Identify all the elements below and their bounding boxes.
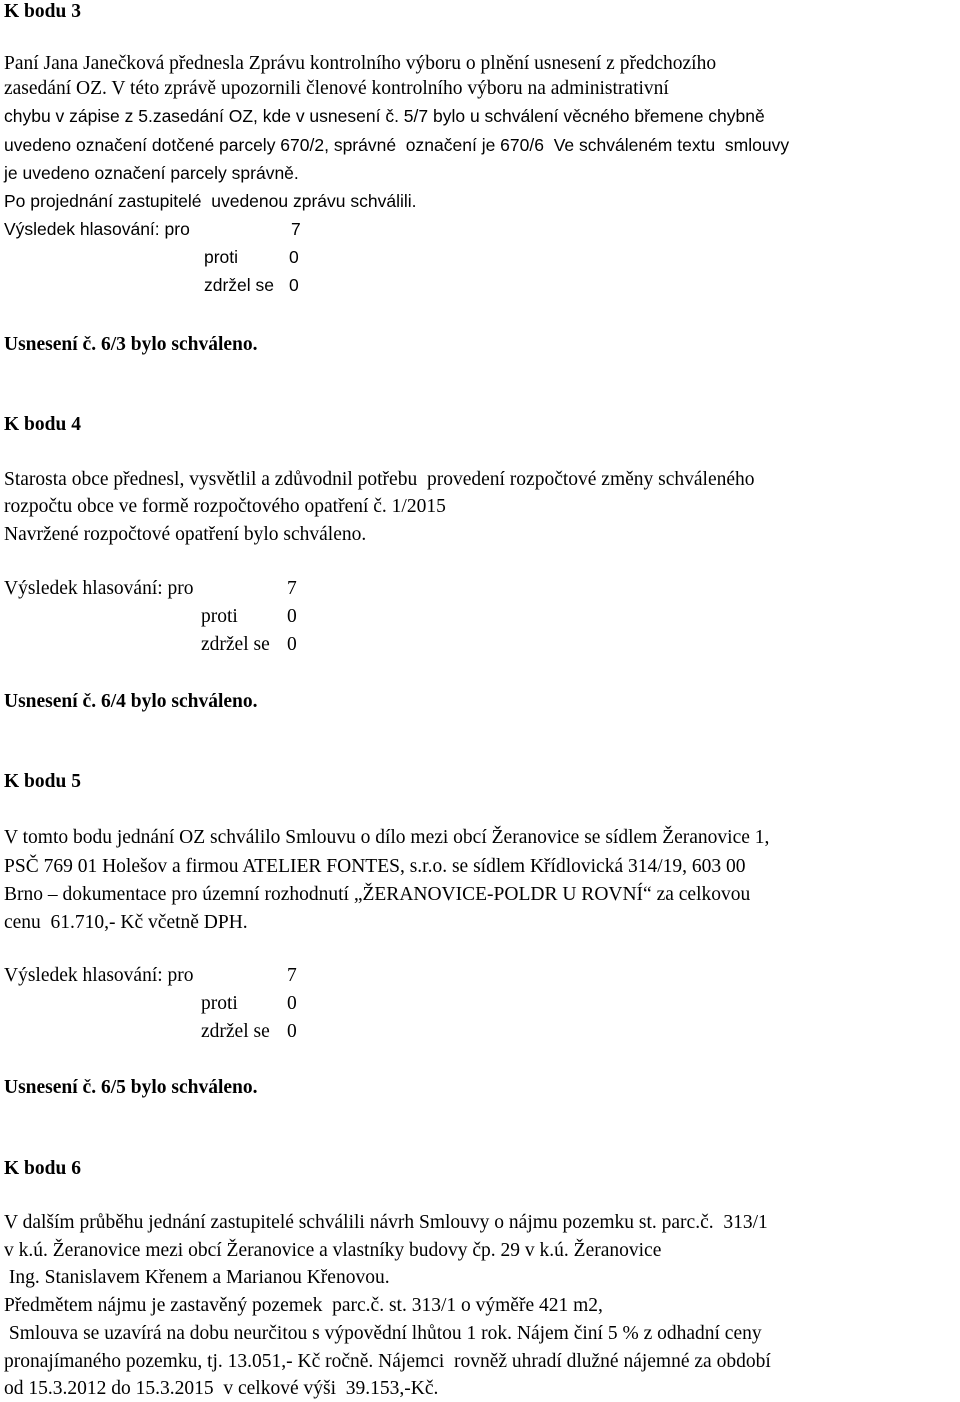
paragraph-line: Předmětem nájmu je zastavěný pozemek parc.č. st. 313/1 o výměře 421 m2, [4, 1295, 603, 1316]
vote-abstain-label: zdržel se [204, 275, 275, 295]
vote-against-label: proti [204, 247, 239, 267]
paragraph-line: je uvedeno označení parcely správně. [4, 163, 299, 183]
paragraph-line: Brno – dokumentace pro územní rozhodnutí „ŽERANOVICE-POLDR U ROVNÍ“ za celkovou [4, 884, 751, 905]
vote-label: Výsledek hlasování: pro [4, 219, 190, 239]
vote-abstain-label: zdržel se [201, 1021, 270, 1042]
vote-abstain-count: 0 [287, 1021, 297, 1042]
vote-abstain-label: zdržel se [201, 634, 270, 655]
paragraph-line: cenu 61.710,- Kč včetně DPH. [4, 912, 248, 933]
resolution: Usnesení č. 6/3 bylo schváleno. [4, 334, 258, 355]
paragraph-line: zasedání OZ. V této zprávě upozornili členové kontrolního výboru na administrativní [4, 78, 669, 99]
section-heading: K bodu 3 [4, 1, 81, 22]
section-heading: K bodu 4 [4, 414, 81, 435]
paragraph-line: chybu v zápise z 5.zasedání OZ, kde v usnesení č. 5/7 bylo u schválení věcného břemene chybně [4, 106, 765, 126]
paragraph-line: Po projednání zastupitelé uvedenou zprávu schválili. [4, 191, 417, 211]
paragraph-line: Navržené rozpočtové opatření bylo schváleno. [4, 524, 367, 545]
paragraph-line: pronajímaného pozemku, tj. 13.051,- Kč ročně. Nájemci rovněž uhradí dlužné nájemné za období [4, 1351, 771, 1372]
vote-label: Výsledek hlasování: pro [4, 965, 194, 986]
vote-against-label: proti [201, 606, 238, 627]
vote-against-label: proti [201, 993, 238, 1014]
paragraph-line: od 15.3.2012 do 15.3.2015 v celkové výši 39.153,-Kč. [4, 1378, 439, 1399]
paragraph-line: Smlouva se uzavírá na dobu neurčitou s výpovědní lhůtou 1 rok. Nájem činí 5 % z odhadní ceny [4, 1323, 762, 1344]
paragraph-line: PSČ 769 01 Holešov a firmou ATELIER FONTES, s.r.o. se sídlem Křídlovická 314/19, 603 00 [4, 856, 746, 877]
paragraph-line: V tomto bodu jednání OZ schválilo Smlouvu o dílo mezi obcí Žeranovice se sídlem Žeranovice 1, [4, 827, 770, 848]
vote-abstain-count: 0 [289, 275, 299, 295]
paragraph-line: V dalším průběhu jednání zastupitelé schválili návrh Smlouvy o nájmu pozemku st. parc.č. 313/1 [4, 1212, 768, 1233]
paragraph-line: uvedeno označení dotčené parcely 670/2, správné označení je 670/6 Ve schváleném textu smlouvy [4, 135, 790, 155]
vote-label: Výsledek hlasování: pro [4, 578, 194, 599]
paragraph-line: Paní Jana Janečková přednesla Zprávu kontrolního výboru o plnění usnesení z předchozího [4, 53, 717, 74]
resolution: Usnesení č. 6/5 bylo schváleno. [4, 1077, 258, 1098]
section-heading: K bodu 6 [4, 1158, 81, 1179]
paragraph-line: Starosta obce přednesl, vysvětlil a zdůvodnil potřebu provedení rozpočtové změny schváleného [4, 469, 755, 490]
vote-against-count: 0 [287, 993, 297, 1014]
vote-against-count: 0 [287, 606, 297, 627]
resolution: Usnesení č. 6/4 bylo schváleno. [4, 691, 258, 712]
paragraph-line: rozpočtu obce ve formě rozpočtového opatření č. 1/2015 [4, 496, 446, 517]
vote-for-count: 7 [287, 965, 297, 986]
paragraph-line: Ing. Stanislavem Křenem a Marianou Křenovou. [4, 1267, 390, 1288]
vote-against-count: 0 [289, 247, 299, 267]
vote-abstain-count: 0 [287, 634, 297, 655]
section-heading: K bodu 5 [4, 771, 81, 792]
paragraph-line: v k.ú. Žeranovice mezi obcí Žeranovice a vlastníky budovy čp. 29 v k.ú. Žeranovice [4, 1240, 662, 1261]
vote-for-count: 7 [287, 578, 297, 599]
vote-for-count: 7 [291, 219, 301, 239]
